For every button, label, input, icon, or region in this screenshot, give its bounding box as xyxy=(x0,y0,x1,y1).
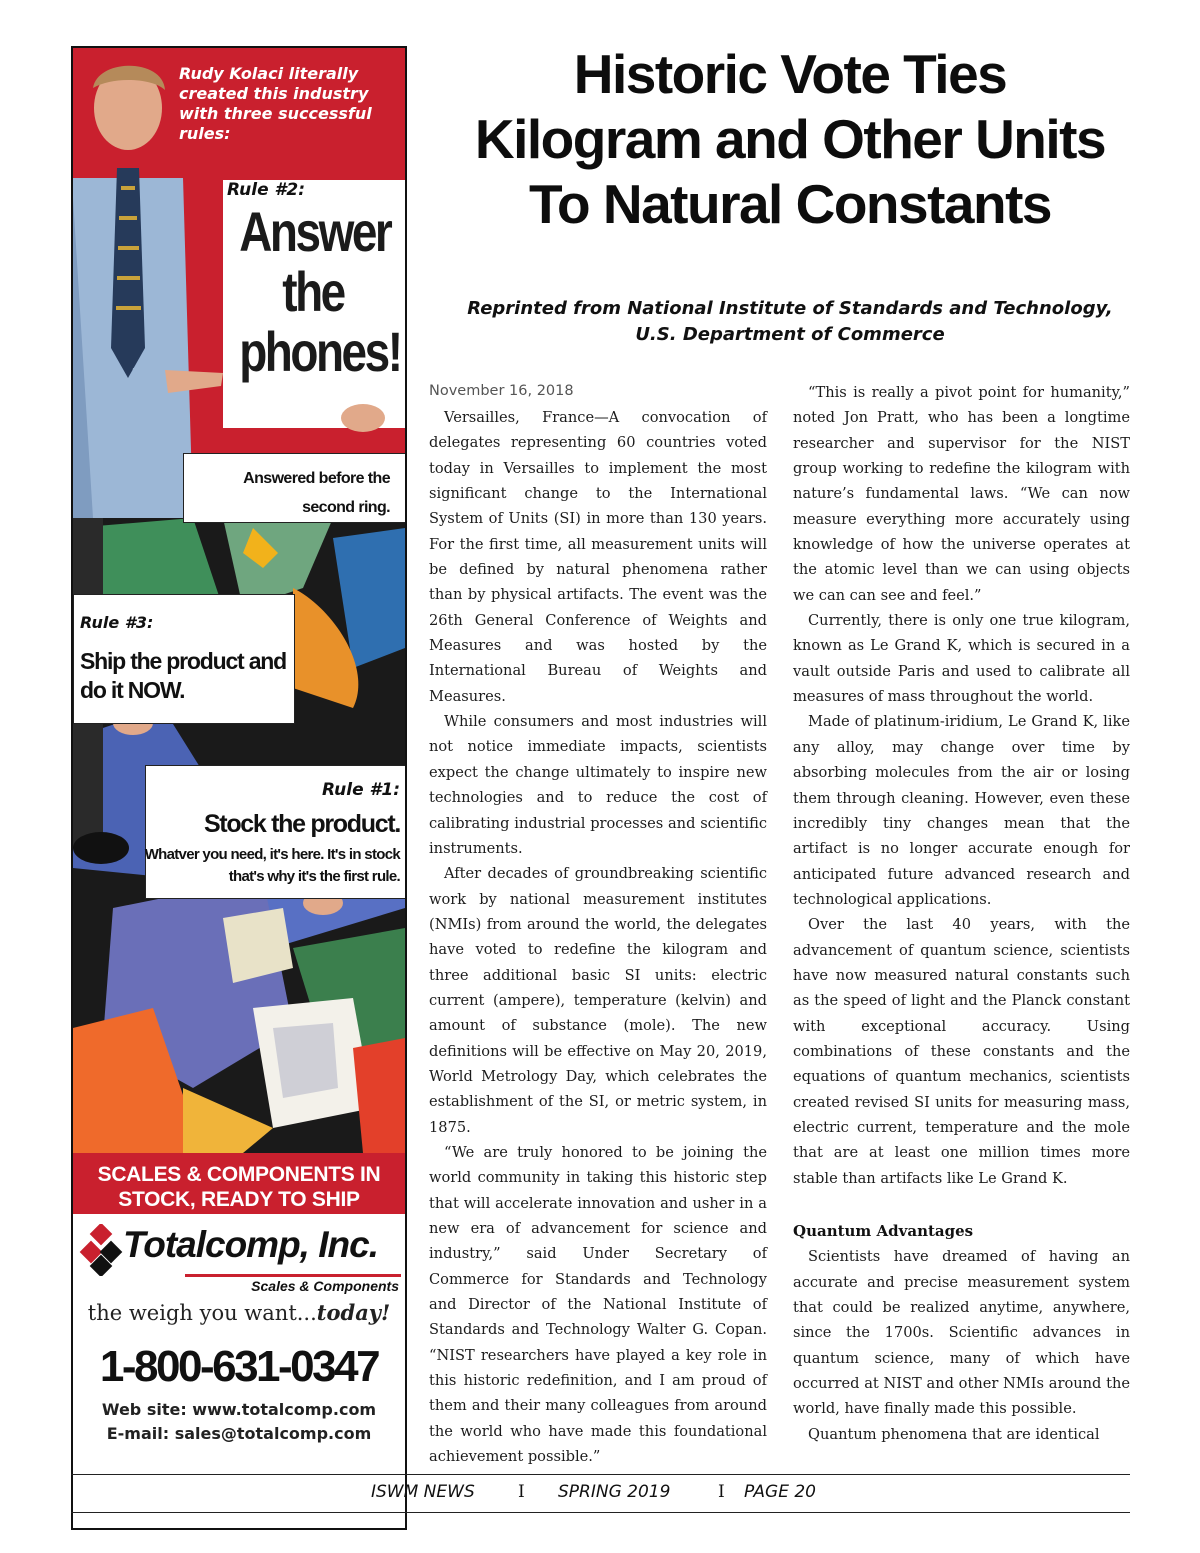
article-headline xyxy=(430,42,1150,237)
source-line: U.S. Department of Commerce xyxy=(635,324,945,345)
headline-line: Kilogram and Other Units xyxy=(474,108,1106,170)
answered-text: Answered before the second ring. xyxy=(243,470,390,516)
footer-separator: I xyxy=(718,1482,725,1502)
rule1-heading: Stock the product. xyxy=(203,810,400,838)
paragraph: “We are truly honored to be joining the world community in taking this historic step that will accelerate innovation and usher in a new era of advancement for science and industry,” said Under Secretary of Commerce for Standards and Technology and Director of the National Institute of Standards and Technology Walter G. Copan. “NIST researchers have played a key role in this historic redefinition, and I am proud of them and their many colleagues from around the world who have made this foundational achievement possible.” xyxy=(429,1143,767,1466)
paragraph: Scientists have dreamed of having an accurate and precise measurement system that could be realized anytime, anywhere, since the 1700s. Scientific advances in quantum science, many of which have occurred at NIST and other NMIs around the world, have finally made this possible. xyxy=(793,1248,1130,1418)
tagline-emphasis: today! xyxy=(316,1300,391,1325)
rule2-sign xyxy=(223,180,407,428)
page-footer xyxy=(71,1476,1130,1510)
paragraph: Versailles, France—A convocation of delegates representing 60 countries voted today in Versailles to implement the most significant change to the International System of Units (SI) in more than 130 years. For the first time, all measurement units will be defined by natural phenomena rather than by physical artifacts. The event was the 26th General Conference of Weights and Measures and was hosted by the International Bureau of Weights and Measures. xyxy=(429,409,767,705)
paragraph: While consumers and most industries will not notice immediate impacts, scientists expect the change ultimately to inspire new technologies and to reduce the cost of calibrating industrial processes and scientific instruments. xyxy=(429,713,767,857)
rule1-label: Rule #1: xyxy=(322,780,400,800)
paragraph: Quantum phenomena that are identical xyxy=(808,1425,1100,1443)
article-column-left xyxy=(429,380,767,1469)
source-line: Reprinted from National Institute of Standards and Technology, xyxy=(467,298,1113,319)
totalcomp-advertisement xyxy=(71,46,407,1530)
rule1-text: Whatver you need, it's here. It's in stock that's why it's the first rule. xyxy=(144,846,400,885)
phone-number[interactable]: 1-800-631-0347 xyxy=(99,1342,379,1391)
totalcomp-logo-icon xyxy=(79,1224,123,1276)
rule2-label: Rule #2: xyxy=(227,180,305,200)
article-date: November 16, 2018 xyxy=(429,383,574,399)
rule3-label: Rule #3: xyxy=(80,613,154,632)
footer-publication: ISWM NEWS xyxy=(371,1482,475,1502)
tagline-main: the weigh you want... xyxy=(87,1301,317,1325)
headline-line: Historic Vote Ties xyxy=(573,43,1007,105)
company-name: Totalcomp, Inc. xyxy=(123,1224,378,1265)
rule2-text: Answer the phones! xyxy=(239,200,401,383)
answered-box xyxy=(183,453,407,523)
ad-intro-text: Rudy Kolaci literally created this industry with three successful rules: xyxy=(179,64,372,143)
rule1-box xyxy=(145,765,407,899)
rule3-text: Ship the product and do it NOW. xyxy=(80,648,286,703)
article-column-right xyxy=(793,380,1130,1447)
stock-banner: SCALES & COMPONENTS IN STOCK, READY TO SHIP xyxy=(73,1154,405,1214)
paragraph: Currently, there is only one true kilogram, known as Le Grand K, which is secured in a vault outside Paris and used to calibrate all measures of mass throughout the world. xyxy=(793,612,1130,706)
paragraph: Over the last 40 years, with the advancement of quantum science, scientists have now measured natural constants such as the speed of light and the Planck constant with exceptional accuracy. Using combinations of these constants and the equations of quantum mechanics, scientists created revised SI units for measuring mass, electric current, temperature and the mole that are at least one million times more stable than artifacts like Le Grand K. xyxy=(793,916,1130,1187)
footer-rule-top xyxy=(71,1474,1130,1475)
company-subtitle: Scales & Components xyxy=(251,1278,399,1294)
rule3-box xyxy=(73,594,295,724)
logo-underline xyxy=(185,1274,401,1277)
article-source xyxy=(430,296,1150,348)
headline-line: To Natural Constants xyxy=(528,173,1052,235)
website-link[interactable]: Web site: www.totalcomp.com xyxy=(101,1400,377,1419)
paragraph: After decades of groundbreaking scientific work by national measurement institutes (NMIs) from around the world, the delegates have voted to redefine the kilogram and three additional basic SI units: electric current (ampere), temperature (kelvin) and amount of substance (mole). The new definitions will be effective on May 20, 2019, World Metrology Day, which celebrates the establishment of the SI, or metric system, in 1875. xyxy=(429,865,767,1136)
tagline xyxy=(73,1300,405,1325)
section-heading: Quantum Advantages xyxy=(793,1222,974,1240)
paragraph: “This is really a pivot point for humanity,” noted Jon Pratt, who has been a longtime researcher and supervisor for the NIST group working to redefine the kilogram with nature’s fundamental laws. “We can now measure everything more accurately using knowledge of how the universe operates at the atomic level than we can using objects we can can see and feel.” xyxy=(793,384,1130,604)
paragraph: Made of platinum-iridium, Le Grand K, like any alloy, may change over time by absorbing molecules from the air or losing them through cleaning. However, even these incredibly tiny changes mean that the artifact is no longer accurate enough for anticipated future advanced research and technological applications. xyxy=(793,713,1130,908)
footer-separator: I xyxy=(518,1482,525,1502)
email-link[interactable]: E-mail: sales@totalcomp.com xyxy=(106,1424,372,1443)
footer-page-number: PAGE 20 xyxy=(744,1482,816,1502)
footer-issue: SPRING 2019 xyxy=(558,1482,671,1502)
footer-rule-bottom xyxy=(71,1512,1130,1513)
